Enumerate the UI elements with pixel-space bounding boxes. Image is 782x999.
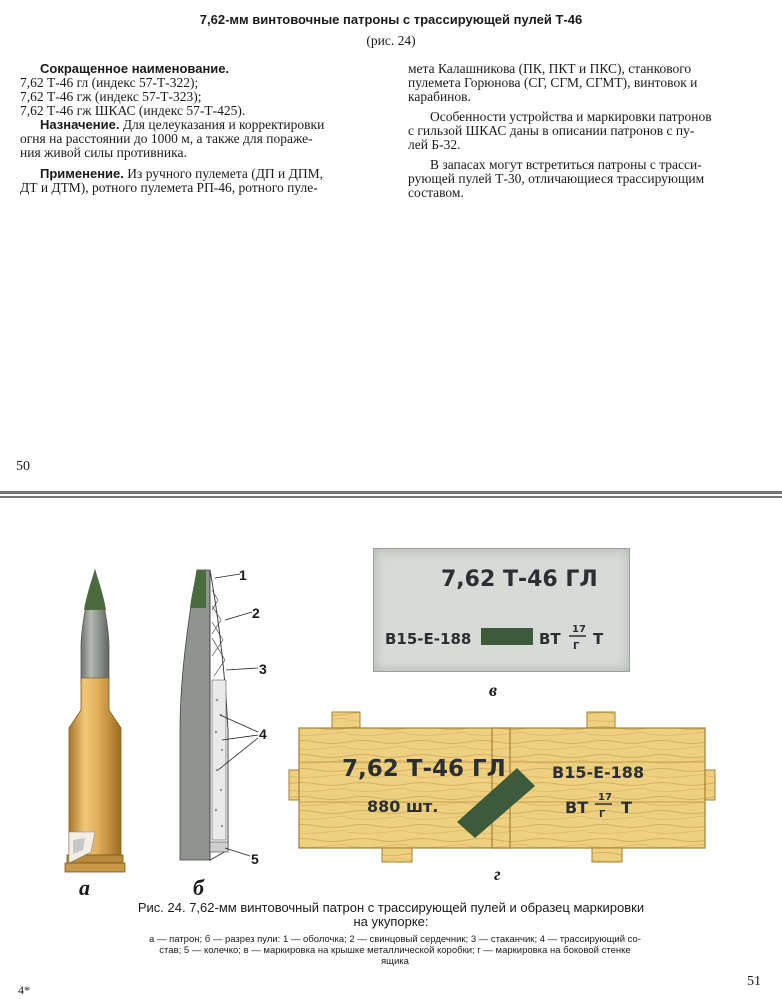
box-right-line-1: В15-Е-188	[552, 763, 645, 782]
lid-frac-num: 17	[572, 624, 586, 635]
abbr-line: 7,62 Т-46 гл (индекс 57-Т-322);	[20, 75, 199, 90]
metal-lid-text	[373, 548, 628, 670]
right-line: Особенности устройства и маркировки патронов	[430, 109, 712, 124]
box-frac-den: Г	[599, 809, 606, 820]
right-line: рующей пулей Т-30, отличающиеся трассирующим	[408, 171, 705, 186]
purpose-heading: Назначение.	[40, 117, 120, 132]
callout-5: 5	[251, 851, 259, 867]
box-right-t: Т	[621, 798, 632, 817]
right-line: В запасах могут встретиться патроны с трасси-	[430, 157, 702, 172]
right-column	[408, 62, 768, 200]
purpose-line: Для целеуказания и корректировки	[122, 117, 325, 132]
box-left-line-1: 7,62 Т-46 ГЛ	[342, 756, 506, 782]
right-line: лей Б-32.	[408, 137, 461, 152]
usage-line: Из ручного пулемета (ДП и ДПМ,	[127, 166, 323, 181]
legend-line: ящика	[381, 956, 409, 967]
abbr-heading: Сокращенное наименование.	[40, 61, 230, 76]
page-number-right: 51	[747, 974, 761, 989]
callout-2: 2	[252, 605, 260, 621]
box-right-vt: ВТ	[565, 798, 589, 817]
figure-reference: (рис. 24)	[366, 33, 416, 48]
figure-caption: Рис. 24. 7,62-мм винтовочный патрон с трассирующей пулей и образец маркировки	[137, 900, 645, 915]
page-divider	[0, 491, 782, 494]
lid-stripe	[481, 628, 533, 645]
callout-1: 1	[239, 567, 247, 583]
purpose-line: огня на расстоянии до 1000 м, а также для пораже-	[20, 131, 313, 146]
right-line: с гильзой ШКАС даны в описании патронов с пу-	[408, 123, 695, 138]
right-line: карабинов.	[408, 89, 471, 104]
figure-caption-cont: на укупорке:	[353, 914, 429, 929]
signature-mark: 4*	[18, 983, 30, 997]
legend-line: а — патрон; б — разрез пули: 1 — оболочка; 2 — свинцовый сердечник; 3 — стаканчик; 4 — трассирующий со-	[149, 934, 641, 945]
left-column	[20, 62, 375, 195]
box-left-line-2: 880 шт.	[367, 797, 439, 816]
label-g: г	[494, 864, 501, 884]
purpose-line: ния живой силы противника.	[20, 145, 187, 160]
cartridge-drawing	[55, 560, 135, 890]
box-frac-num: 17	[598, 792, 612, 803]
page-divider	[0, 496, 782, 498]
lid-code: В15-Е-188	[385, 630, 472, 648]
lid-t: Т	[593, 630, 604, 648]
wooden-box-marking	[287, 710, 717, 870]
page-number-left: 50	[16, 459, 30, 474]
lid-line-1: 7,62 Т-46 ГЛ	[441, 567, 598, 592]
label-a: а	[79, 875, 90, 900]
figure-legend	[60, 934, 730, 967]
right-line: мета Калашникова (ПК, ПКТ и ПКС), станкового	[408, 61, 692, 76]
callout-3: 3	[259, 661, 267, 677]
label-v: в	[489, 680, 498, 700]
right-line: составом.	[408, 185, 464, 200]
abbr-line: 7,62 Т-46 гж ШКАС (индекс 57-Т-425).	[20, 103, 246, 118]
lid-frac-den: Г	[573, 641, 580, 652]
lid-vt: ВТ	[539, 630, 561, 648]
legend-line: став; 5 — колечко; в — маркировка на крышке металлической коробки; г — маркировка на боковой стенке	[159, 945, 631, 956]
right-line: пулемета Горюнова (СГ, СГМ, СГМТ), винтовок и	[408, 75, 698, 90]
usage-heading: Применение.	[40, 166, 124, 181]
label-b: б	[193, 875, 204, 900]
usage-line: ДТ и ДТМ), ротного пулемета РП-46, ротного пуле-	[20, 180, 318, 195]
callout-4: 4	[259, 726, 267, 742]
page-title: 7,62-мм винтовочные патроны с трассирующей пулей Т-46	[199, 12, 583, 27]
abbr-line: 7,62 Т-46 гж (индекс 57-Т-323);	[20, 89, 202, 104]
